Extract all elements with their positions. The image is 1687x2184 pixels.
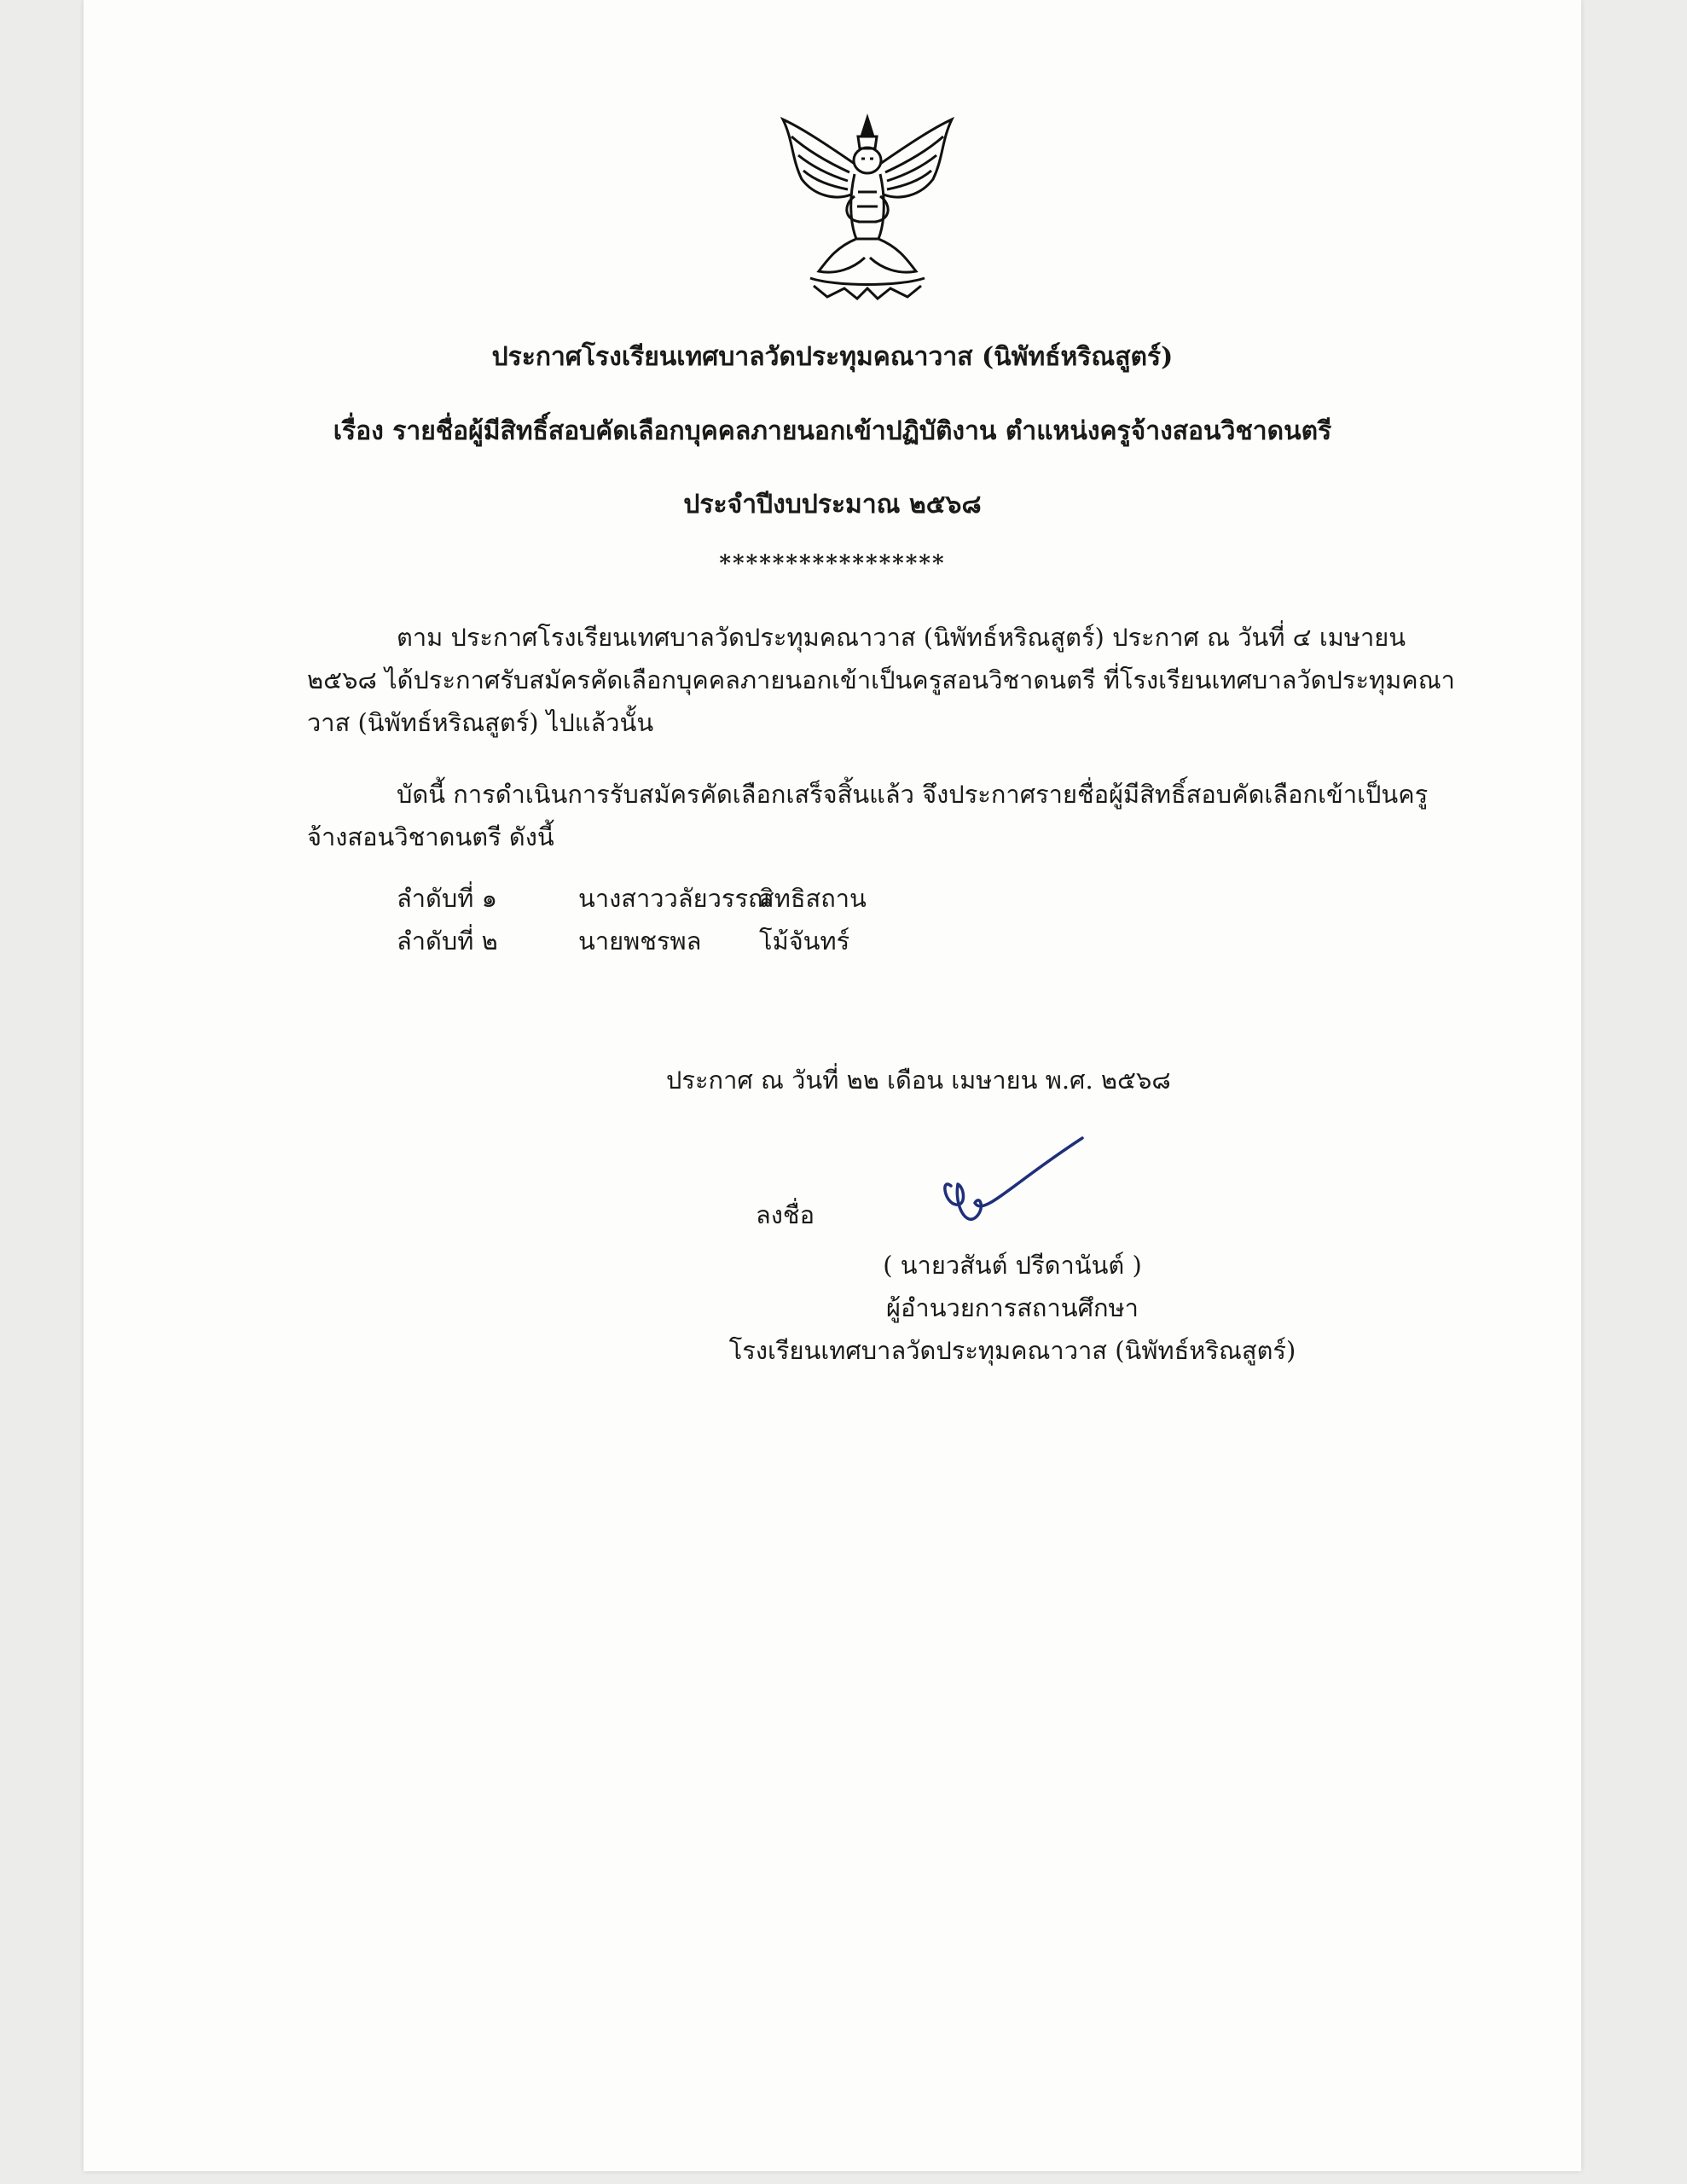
sign-label: ลงชื่อ	[756, 1200, 815, 1229]
announcement-subject: เรื่อง รายชื่อผู้มีสิทธิ์สอบคัดเลือกบุคคลภายนอกเข้าปฏิบัติงาน ตำแหน่งครูจ้างสอนวิชาดนตรี	[333, 416, 1332, 446]
handwritten-signature	[932, 1135, 1086, 1237]
fiscal-year: ประจำปีงบประมาณ ๒๕๖๘	[683, 490, 982, 520]
document-page	[84, 0, 1581, 2171]
candidate-first-name: นายพชรพล	[578, 926, 702, 956]
body-paragraph-1: ตาม ประกาศโรงเรียนเทศบาลวัดประทุมคณาวาส (นิพัทธ์หริณสูตร์) ประกาศ ณ วันที่ ๔ เมษายน ๒๕๖๘ ได้ประกาศรับสมัครคัดเลือกบุคคลภายนอกเข้าเป็นครูสอนวิชาดนตรี ที่โรงเรียนเทศบาลวัดประทุมคณาวาส (นิพัทธ์หริณสูตร์) ไปแล้วนั้น	[307, 623, 1455, 737]
candidate-first-name: นางสาววลัยวรรณ	[578, 884, 771, 913]
candidate-order: ลำดับที่ ๑	[397, 884, 498, 913]
body-paragraph-2: บัดนี้ การดำเนินการรับสมัครคัดเลือกเสร็จสิ้นแล้ว จึงประกาศรายชื่อผู้มีสิทธิ์สอบคัดเลือกเข้าเป็นครูจ้างสอนวิชาดนตรี ดังนี้	[307, 780, 1429, 851]
signer-name: ( นายวสันต์ ปรีดานันต์ )	[883, 1251, 1142, 1280]
candidate-order: ลำดับที่ ๒	[397, 926, 498, 956]
candidate-last-name: สิทธิสถาน	[759, 884, 867, 913]
garuda-emblem-icon	[776, 111, 959, 303]
signer-position: ผู้อำนวยการสถานศึกษา	[886, 1293, 1139, 1322]
signer-organization: โรงเรียนเทศบาลวัดประทุมคณาวาส (นิพัทธ์หริณสูตร์)	[728, 1336, 1296, 1365]
announcement-title: ประกาศโรงเรียนเทศบาลวัดประทุมคณาวาส (นิพัทธ์หริณสูตร์)	[491, 342, 1174, 372]
separator-stars: *****************	[719, 551, 946, 577]
candidate-last-name: โม้จันทร์	[759, 926, 850, 956]
announcement-date: ประกาศ ณ วันที่ ๒๒ เดือน เมษายน พ.ศ. ๒๕๖๘	[666, 1066, 1171, 1095]
